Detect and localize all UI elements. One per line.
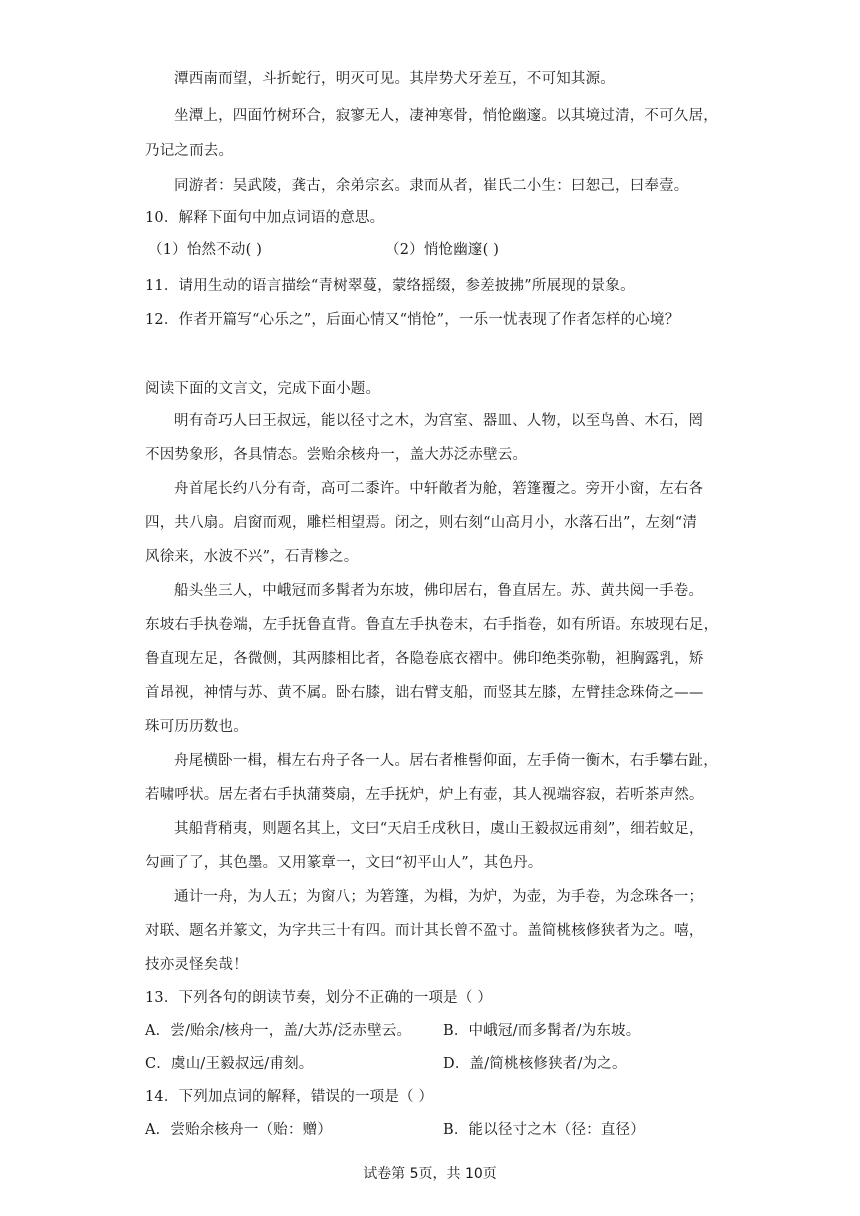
passage2-line: 船头坐三人，中峨冠而多髯者为东坡，佛印居右，鲁直居左。苏、黄共阅一手卷。 xyxy=(174,583,704,599)
passage2-line: 明有奇巧人曰王叔远，能以径寸之木，为宫室、器皿、人物，以至鸟兽、木石，罔 xyxy=(174,413,704,429)
q13-option-b[interactable]: B．中峨冠/而多髯者/为东坡。 xyxy=(443,1023,641,1039)
q11: 11．请用生动的语言描绘“青树翠蔓，蒙络摇缀，参差披拂”所展现的景象。 xyxy=(145,278,635,294)
passage1-para3: 同游者：吴武陵，龚古，余弟宗玄。隶而从者，崔氏二小生：曰恕己，曰奉壹。 xyxy=(174,178,689,194)
passage2-line: 东坡右手执卷端，左手抚鲁直背。鲁直左手执卷末，右手指卷，如有所语。东坡现右足， xyxy=(145,617,719,633)
q10-stem: 10．解释下面句中加点词语的意思。 xyxy=(145,210,385,226)
q13-stem: 13．下列各句的朗读节奏，划分不正确的一项是（ ） xyxy=(145,990,493,1006)
passage2-line: 通计一舟，为人五；为窗八；为箬篷，为楫，为炉，为壶，为手卷，为念珠各一； xyxy=(174,889,704,905)
q10-item1: （1）怡然不动( ) xyxy=(148,242,263,258)
q13-option-d[interactable]: D．盖/简桃核修狭者/为之。 xyxy=(443,1056,627,1072)
passage2-line: 勾画了了，其色墨。又用篆章一，文曰“初平山人”，其色丹。 xyxy=(145,855,543,871)
q14-option-a[interactable]: A．尝贻余核舟一（贻：赠） xyxy=(145,1122,333,1138)
q12: 12．作者开篇写“心乐之”，后面心情又“悄怆”，一乐一忧表现了作者怎样的心境？ xyxy=(145,312,680,328)
passage2-line: 舟首尾长约八分有奇，高可二黍许。中轩敞者为舱，箬篷覆之。旁开小窗，左右各 xyxy=(174,481,704,497)
q14-option-b[interactable]: B．能以径寸之木（径：直径） xyxy=(443,1122,645,1138)
reading-intro: 阅读下面的文言文，完成下面小题。 xyxy=(145,381,381,397)
q10-item2: （2）悄怆幽邃( ) xyxy=(385,242,500,258)
passage2-line: 技亦灵怪矣哉！ xyxy=(145,957,248,973)
passage2-line: 四，共八扇。启窗而观，雕栏相望焉。闭之，则右刻“山高月小，水落石出”，左刻“清 xyxy=(145,515,698,531)
passage2-line: 不因势象形，各具情态。尝贻余核舟一，盖大苏泛赤壁云。 xyxy=(145,447,528,463)
passage1-para2-line2: 乃记之而去。 xyxy=(145,143,234,159)
passage2-line: 风徐来，水波不兴”，石青糁之。 xyxy=(145,549,359,565)
q14-stem: 14．下列加点词的解释，错误的一项是（ ） xyxy=(145,1089,434,1105)
page-footer: 试卷第 5页，共 10页 xyxy=(363,1166,497,1182)
passage2-line: 首昂视，神情与苏、黄不属。卧右膝，诎右臂支船，而竖其左膝，左臂挂念珠倚之—— xyxy=(145,685,704,701)
passage2-line: 其船背稍夷，则题名其上，文曰“天启壬戌秋日，虞山王毅叔远甫刻”，细若蚊足， xyxy=(174,821,704,837)
passage2-line: 若啸呼状。居左者右手执蒲葵扇，左手抚炉，炉上有壶，其人视端容寂，若听茶声然。 xyxy=(145,787,704,803)
q13-option-c[interactable]: C．虞山/王毅叔远/甫刻。 xyxy=(145,1056,314,1072)
passage2-line: 舟尾横卧一楫，楫左右舟子各一人。居右者椎髻仰面，左手倚一衡木，右手攀右趾， xyxy=(174,753,718,769)
passage1-para2-line1: 坐潭上，四面竹树环合，寂寥无人，凄神寒骨，悄怆幽邃。以其境过清，不可久居， xyxy=(174,108,718,124)
passage2-line: 鲁直现左足，各微侧，其两膝相比者，各隐卷底衣褶中。佛印绝类弥勒，袒胸露乳，矫 xyxy=(145,651,704,667)
q13-option-a[interactable]: A．尝/贻余/核舟一，盖/大苏/泛赤壁云。 xyxy=(145,1023,412,1039)
passage1-para1: 潭西南而望，斗折蛇行，明灭可见。其岸势犬牙差互，不可知其源。 xyxy=(174,71,615,87)
passage2-line: 对联、题名并篆文，为字共三十有四。而计其长曾不盈寸。盖简桃核修狭者为之。嘻， xyxy=(145,923,704,939)
passage2-line: 珠可历历数也。 xyxy=(145,719,248,735)
